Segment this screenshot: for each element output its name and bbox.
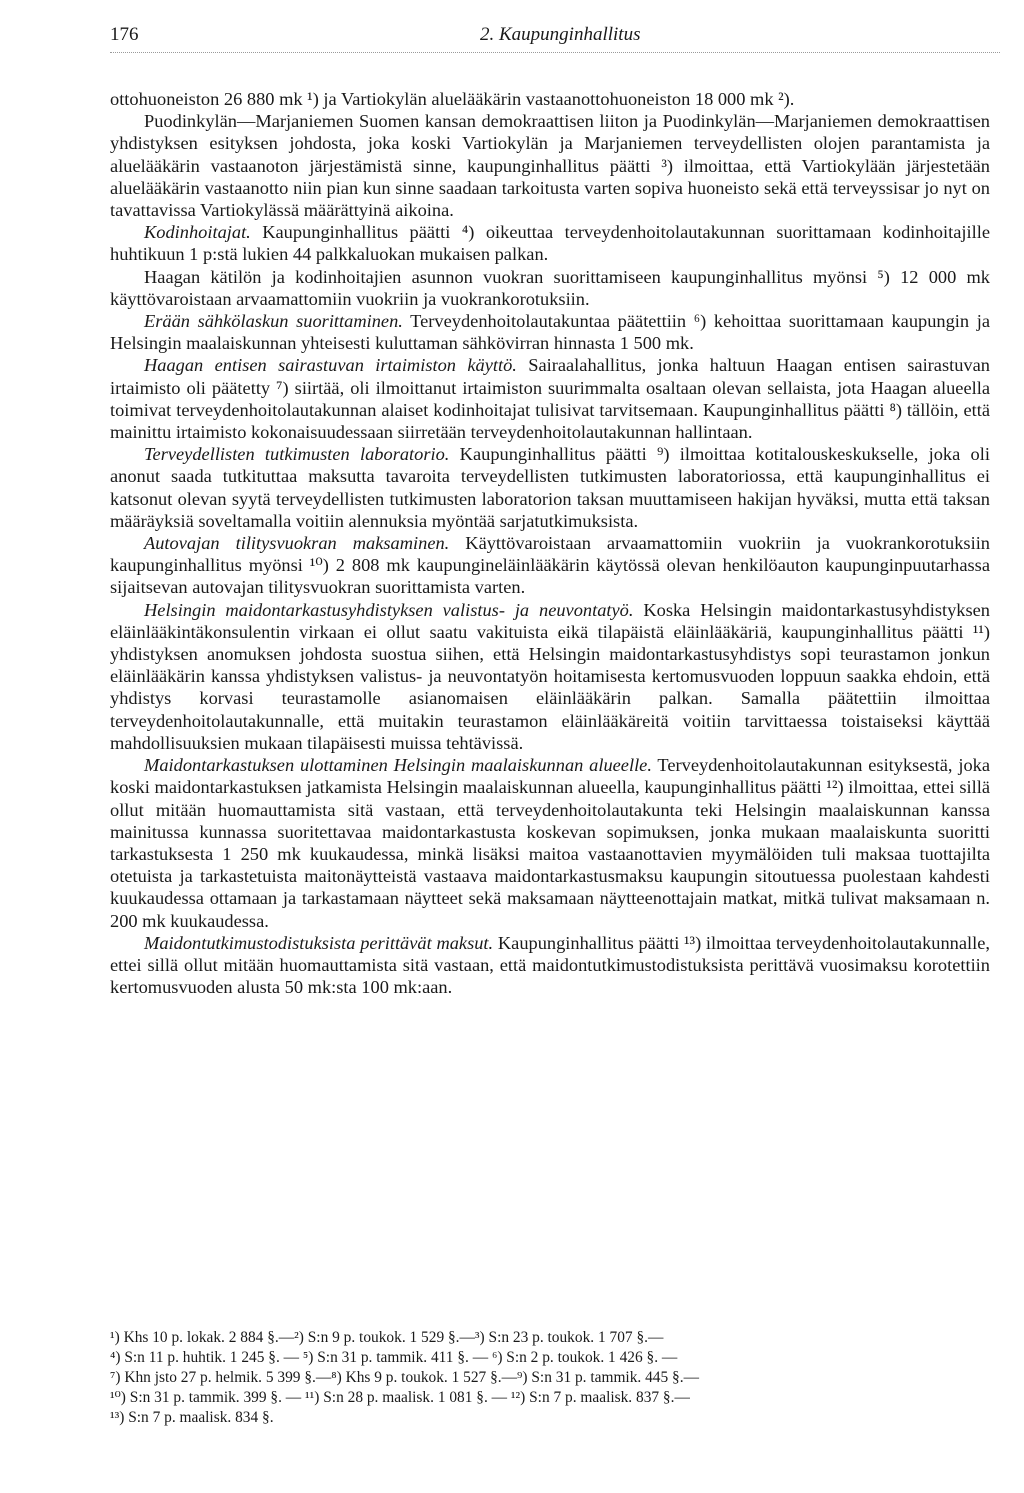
paragraph [110, 532, 990, 599]
section-heading: Haagan entisen sairastuvan irtaimiston käyttö. [144, 355, 517, 376]
paragraph [110, 932, 990, 999]
paragraph-text: Haagan kätilön ja kodinhoitajien asunnon vuokran suorittamiseen kaupunginhallitus myönsi ⁵) 12 000 mk käyttövaroistaan arvaamattomiin vuokriin ja vuokrankorotuksiin. [110, 266, 990, 309]
paragraph [110, 221, 990, 265]
paragraph-text: Koska Helsingin maidontarkastusyhdistyksen eläinlääkintäkonsulentin virkaan ei ollut saatu vakituista eikä tilapäistä eläinlääkäriä, kaupunginhallitus päätti ¹¹) yhdistyksen anomuksen johdosta suostua siihen, että Helsingin maidontarkastusyhdistys sopi teurastamon jonkun eläinlääkärin kanssa yhdistyksen valistus- ja neuvontatyön hoitamisesta kertomusvuoden loppuun saakka ehdoin, että yhdistys korvasi teurastamolle asianomaisen eläinlääkärin palkan. Samalla päätettiin ilmoittaa terveydenhoitolautakunnalle, että muitakin teurastamon eläinlääkäreitä voitiin tarvittaessa toistaiseksi käyttää mahdollisuuksien mukaan tilapäisesti muissa tehtävissä. [110, 599, 991, 753]
section-heading: Kodinhoitajat. [144, 222, 251, 243]
paragraph [110, 599, 990, 754]
footnote-line: ⁷) Khn jsto 27 p. helmik. 5 399 §.—⁸) Khs 9 p. toukok. 1 527 §.—⁹) S:n 31 p. tammik. 445 §.— [110, 1369, 699, 1386]
paragraph [110, 88, 990, 110]
paragraph-text: Kaupunginhallitus päätti ⁴) oikeuttaa terveydenhoitolautakunnan suorittamaan kodinhoitajille huhtikuun 1 p:stä lukien 44 palkkaluokan mukaisen palkan. [110, 222, 990, 265]
footnote-line: ¹) Khs 10 p. lokak. 2 884 §.—²) S:n 9 p. toukok. 1 529 §.—³) S:n 23 p. toukok. 1 707 §.— [110, 1329, 664, 1346]
paragraph-text: ottohuoneiston 26 880 mk ¹) ja Vartiokylän aluelääkärin vastaanottohuoneiston 18 000 mk ²). [110, 89, 795, 109]
paragraph-text: Sairaalahallitus, jonka haltuun Haagan entisen sairastuvan irtaimisto oli päätetty ⁷) siirtää, oli ilmoittanut irtaimiston suurimmalta osaltaan olevan sellaista, jota Haagan alueella toimivat terveydenhoitolautakunnan alaiset kodinhoitajat tulisivat tarvitsemaan. Kaupunginhallitus päätti ⁸) tällöin, että mainittu irtaimisto kokonaisuudessaan siirretään terveydenhoitolautakunnan hallintaan. [110, 355, 990, 443]
paragraph-text: Käyttövaroistaan arvaamattomiin vuokriin ja vuokrankorotuksiin kaupunginhallitus myönsi ¹⁰) 2 808 mk kaupungineläinlääkärin käytössä olevan henkilöauton kaupunginpuutarhassa sijaitsevan autovajan tilitysvuokran suorittamista varten. [110, 533, 990, 598]
page-number: 176 [110, 24, 139, 45]
paragraph-text: Terveydenhoitolautakuntaa päätettiin ⁶) kehoittaa suorittamaan kaupungin ja Helsingin maalaiskunnan yhteisesti kuluttaman sähkövirran hinnasta 1 500 mk. [110, 311, 990, 354]
paragraph [110, 110, 990, 221]
page-header [110, 22, 1000, 53]
body-text [110, 88, 990, 998]
footnote-line: ¹³) S:n 7 p. maalisk. 834 §. [110, 1409, 274, 1426]
paragraph [110, 443, 990, 532]
paragraph [110, 310, 990, 354]
paragraph [110, 266, 990, 310]
footnote-line: ⁴) S:n 11 p. huhtik. 1 245 §. — ⁵) S:n 31 p. tammik. 411 §. — ⁶) S:n 2 p. toukok. 1 426 §. — [110, 1349, 678, 1366]
paragraph-text: Kaupunginhallitus päätti ¹³) ilmoittaa terveydenhoitolautakunnalle, ettei sillä ollut mitään huomauttamista sitä vastaan, että maidontutkimustodistuksista perittävä vuosimaksu korotettiin kertomusvuoden alusta 50 mk:sta 100 mk:aan. [110, 932, 990, 998]
section-heading: Maidontutkimustodistuksista perittävät maksut. [144, 932, 494, 953]
footnotes [110, 1328, 990, 1428]
paragraph-text: Kaupunginhallitus päätti ⁹) ilmoittaa kotitalouskeskukselle, joka oli anonut saada tutkituttaa maksutta tavaroita terveydellisten tutkimusten laboratoriossa, että kaupunginhallitus ei katsonut olevan syytä terveydellisten tutkimusten laboratorion taksan muuttamiseen hakijan hyväksi, mutta että taksan määräyksiä soveltamalla voitiin alennuksia myöntää sarjatutkimuksista. [110, 444, 990, 531]
footnote-line: ¹⁰) S:n 31 p. tammik. 399 §. — ¹¹) S:n 28 p. maalisk. 1 081 §. — ¹²) S:n 7 p. maalisk. 837 §.— [110, 1389, 690, 1406]
section-heading: Terveydellisten tutkimusten laboratorio. [144, 444, 450, 465]
running-head: 2. Kaupunginhallitus [480, 24, 641, 45]
paragraph [110, 754, 990, 932]
paragraph-text: Puodinkylän—Marjaniemen Suomen kansan demokraattisen liiton ja Puodinkylän—Marjaniemen demokraattisen yhdistyksen esityksen johdosta, joka koski Vartiokylän ja Marjaniemen terveydellisten olojen parantamista ja aluelääkärin vastaanoton järjestämistä sinne, kaupunginhallitus päätti ³) ilmoittaa, että Vartiokylään järjestetään aluelääkärin vastaanotto niin pian kun sinne saadaan tarkoitusta varten sopiva huoneisto sekä että terveyssisar jo nyt on tavattavissa Vartiokylässä määrättyinä aikoina. [110, 111, 990, 221]
paragraph-text: Terveydenhoitolautakunnan esityksestä, joka koski maidontarkastuksen jatkamista Helsingin maalaiskunnan alueella, kaupunginhallitus päätti ¹²) ilmoittaa, ettei sillä ollut mitään huomauttamista sitä vastaan, että terveydenhoitolautakunta teki Helsingin maalaiskunnan kanssa mainitussa kunnassa suoritettavaa maidontarkastusta koskevan sopimuksen, jonka mukaan maalaiskunta suoritti tarkastuksesta 1 250 mk kuukaudessa, minkä lisäksi maitoa vastaanottavien myymälöiden tuli maksaa tuottajilta otetuista ja tarkastetuista maitonäytteistä vastaava maidontarkastusmaksu kaupungin sitoutuessa puolestaan kahdesti kuukaudessa ottamaan ja tarkastamaan näytteet sekä maksamaan näytteenottajain matkat, mitkä tulivat maksamaan n. 200 mk kuukaudessa. [110, 755, 990, 931]
section-heading: Autovajan tilitysvuokran maksaminen. [144, 533, 450, 554]
paragraph [110, 354, 990, 443]
section-heading: Maidontarkastuksen ulottaminen Helsingin maalaiskunnan alueelle. [144, 755, 652, 776]
section-heading: Erään sähkölaskun suorittaminen. [144, 311, 403, 332]
section-heading: Helsingin maidontarkastusyhdistyksen valistus- ja neuvontatyö. [144, 599, 634, 620]
